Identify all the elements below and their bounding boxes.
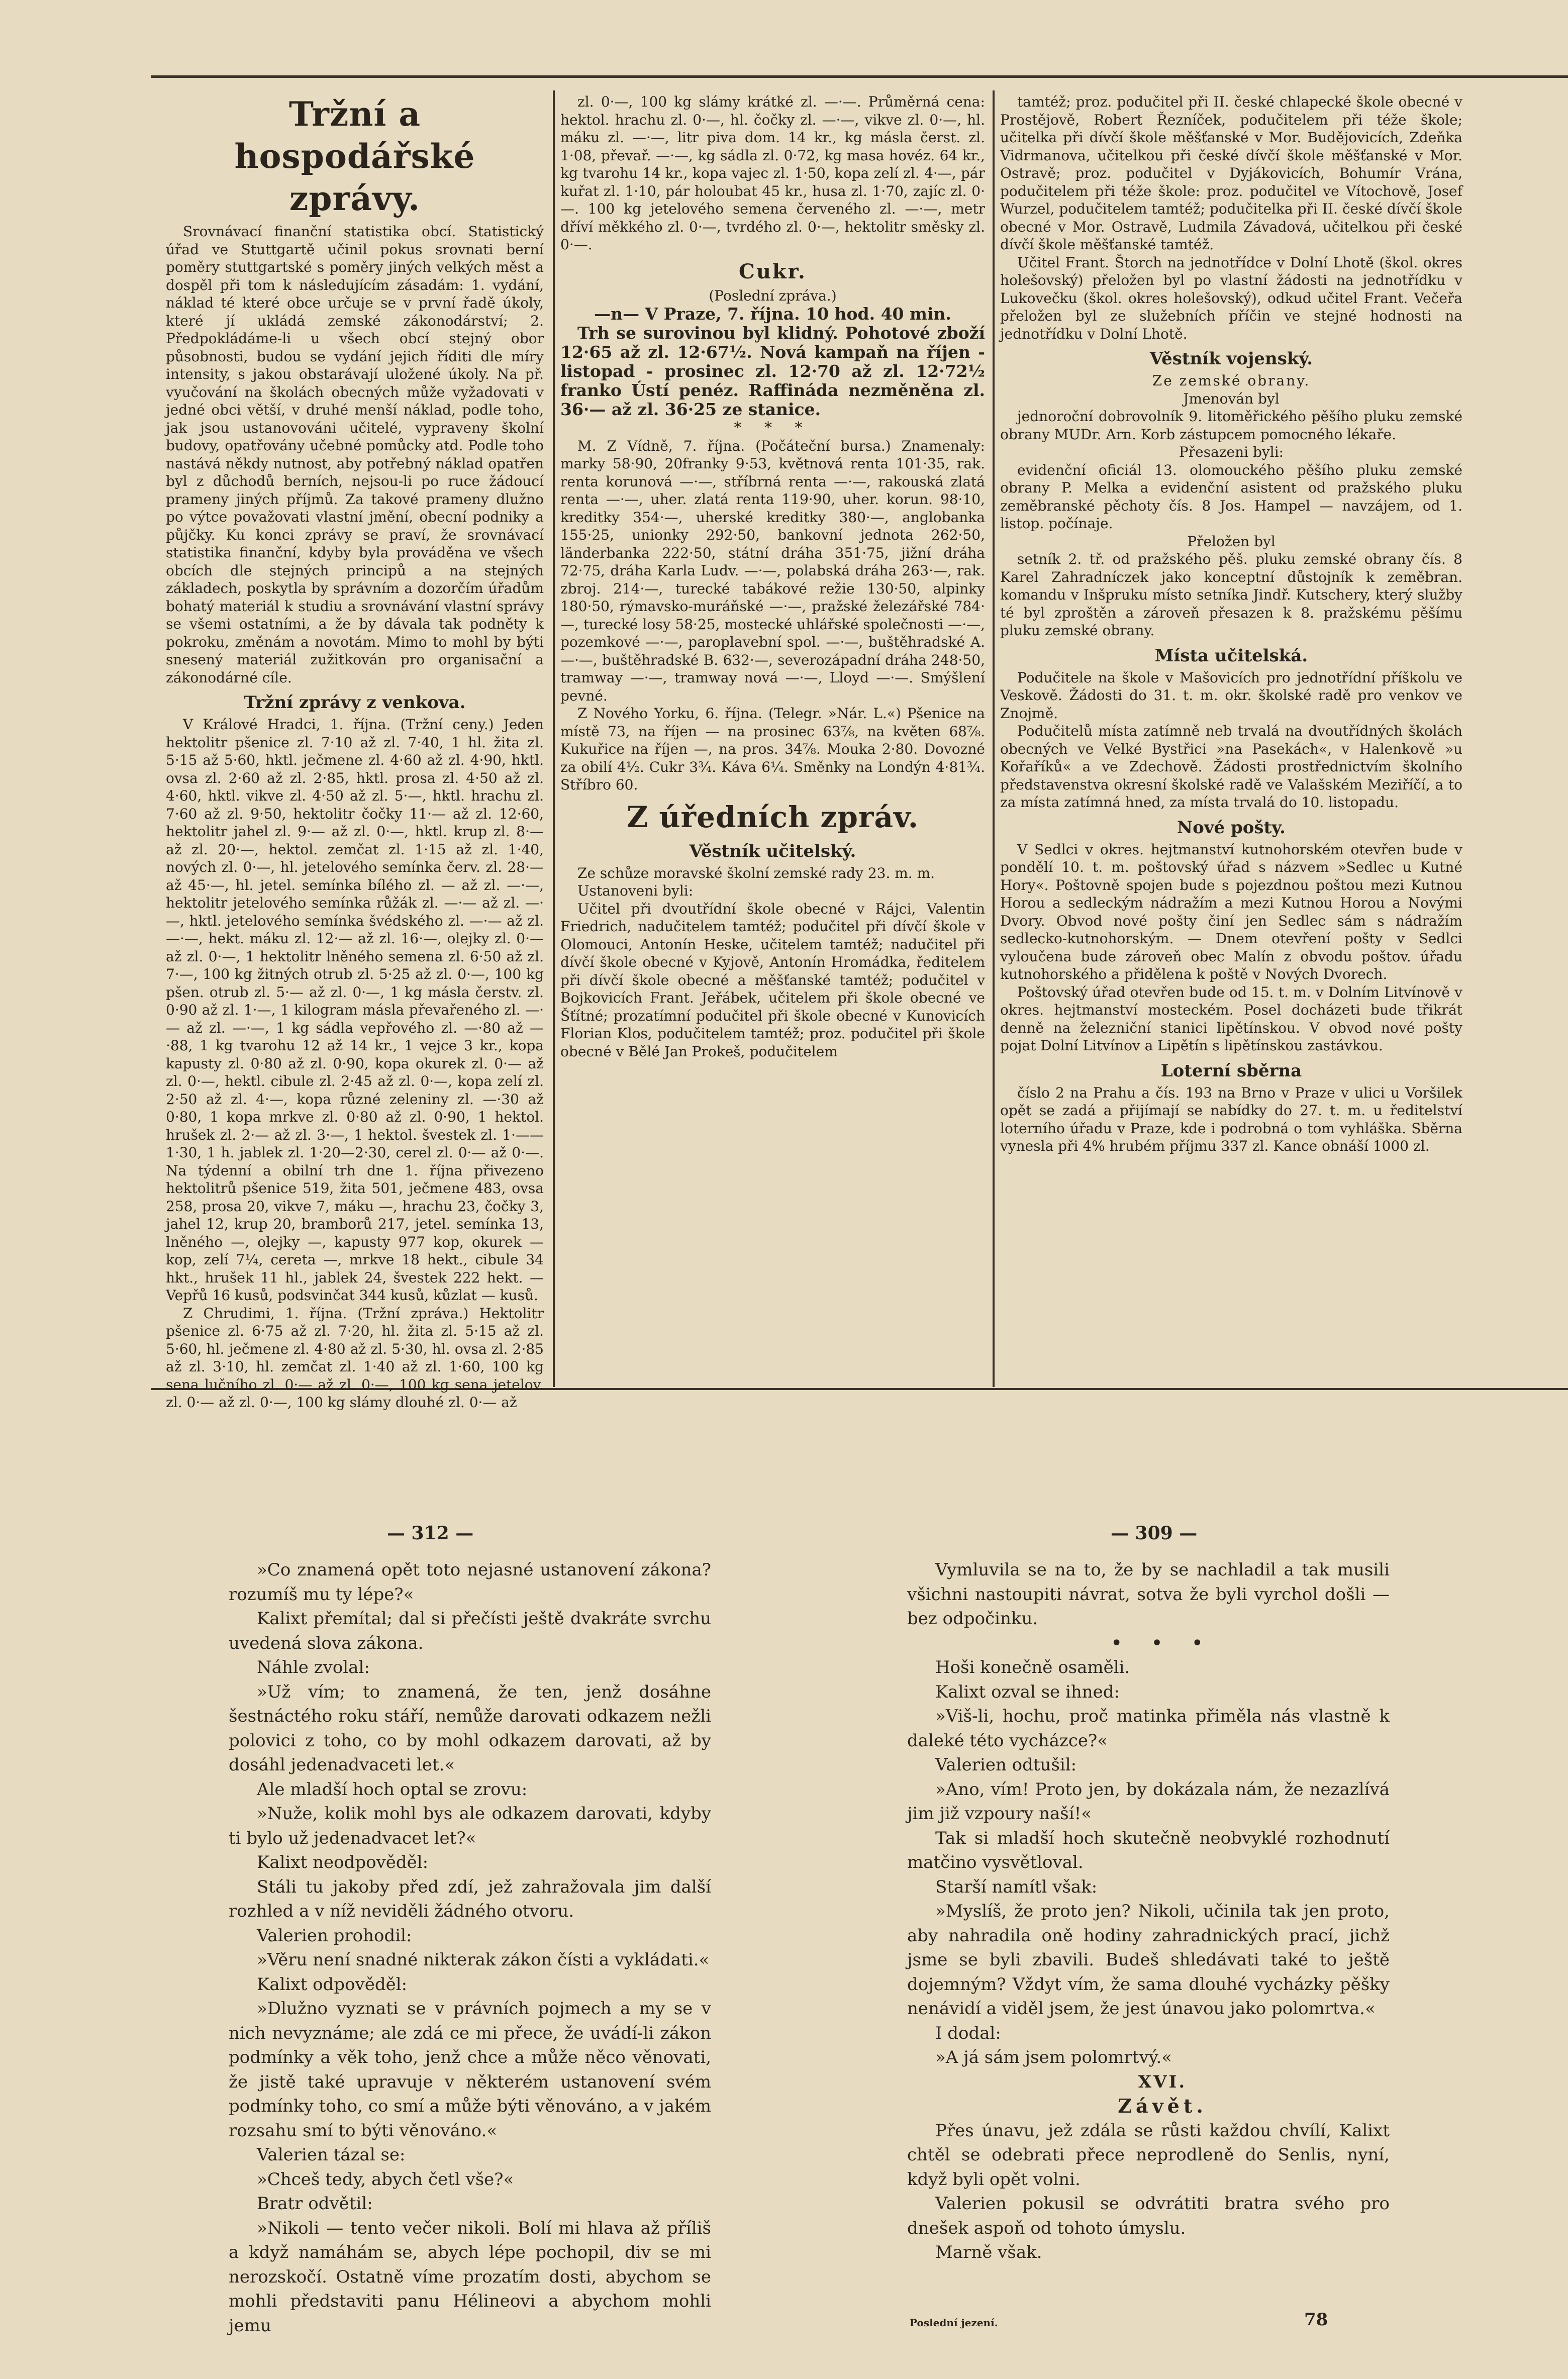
novel-paragraph: »A já sám jsem polomrtvý.« — [935, 2047, 1172, 2067]
section-heading: Tržní zprávy z venkova. — [244, 692, 466, 713]
novel-paragraph: Ale mladší hoch optal se zrovu: — [257, 1779, 528, 1800]
novel-paragraph: Valerien tázal se: — [257, 2145, 406, 2165]
novel-paragraph: »Co znamená opět toto nejasné ustanovení zákona? rozumíš mu ty lépe?« — [229, 1560, 711, 1605]
article-paragraph: evidenční oficiál 13. olomouckého pěšího pluku zemské obrany P. Melka a evidenční asistent od pražského pluku zeměbranské pěchoty čís. 8 Jos. Hampel — navzájem, od 1. listop. počínaje. — [1000, 461, 1462, 532]
chapter-number: XVI. — [1138, 2071, 1187, 2092]
novel-paragraph: I dodal: — [935, 2023, 1001, 2043]
novel-paragraph: Bratr odvětil: — [257, 2194, 373, 2214]
novel-paragraph: Přes únavu, jež zdála se růsti každou chvílí, Kalixt chtěl se odebrati přece neprodleně do Senlis, nyní, když byli opět volni. — [907, 2120, 1390, 2190]
article-paragraph: jednoroční dobrovolník 9. litoměřického pěšího pluku zemské obrany MUDr. Arn. Korb zástupcem pomocného lékaře. — [1000, 408, 1462, 443]
novel-paragraph: »Věru není snadné nikterak zákon čísti a vykládati.« — [257, 1950, 710, 1970]
article-paragraph: V Sedlci v okres. hejtmanství kutnohorském otevřen bude v pondělí 10. t. m. poštovský úřad s názvem »Sedlec u Kutné Hory«. Poštovně spojen bude s pojezdnou poštou mezi Kutnou Horou a sedleckým nádražím a mezi Kutnou Horou a Novými Dvory. Obvod nové pošty činí jen Sedlec sám s nádražím sedlecko-kutnohorským. — Dnem otevření pošty v Sedlci vyloučena bude zároveň obec Malín z obvodu poštov. úřadu kutnohorského a přidělena k poště v Nových Dvorech. — [1000, 841, 1462, 982]
article-paragraph: Podučitelů místa zatímně neb trvalá na dvoutřídných školách obecných ve Velké Bystřici »na Pasekách«, v Halenkově »u Kořaříků« a ve Zdechově. Žádosti prostřednictvím školního představenstva okresní školské radě ve Valašském Meziříčí, a to za místa zatímná hned, za místa trvalá do 10. listopadu. — [1000, 723, 1462, 811]
section-heading: Věstník vojenský. — [1149, 349, 1313, 369]
column-divider-1 — [553, 90, 555, 1387]
article-paragraph: setník 2. tř. od pražského pěš. pluku zemské obrany čís. 8 Karel Zahradníczek jako konceptní důstojník k zeměbran. komandu v Inšpruku místo setníka Jindř. Kutschery, který služby té byl zproštěn a zároveň přesazen k 8. pražskému pěšímu pluku zemské obrany. — [1000, 551, 1462, 639]
novel-paragraph: »Chceš tedy, abych četl vše?« — [257, 2169, 514, 2190]
bourse-report: M. Z Vídně, 7. října. (Počáteční bursa.) Znamenaly: marky 58·90, 20franky 9·53, květnová renta 101·35, rak. renta korunová —·—, stříbrná renta —·—, rakouská zlatá renta —·—, uher. zlatá renta 119·90, uher. korun. 98·10, kreditky 354·—, uherské kreditky 380·—, anglobanka 155·25, unionky 292·50, bankovní jednota 262·50, länderbanka 222·50, státní dráha 351·75, jižní dráha 72·75, dráha Karla Ludv. —·—, polabská dráha 263·—, rak. zbroj. 214·—, turecké tabákové režie 130·50, alpinky 180·50, rýmavsko-muráňské —·—, pražské železářské 784·—, turecké losy 58·25, mostecké uhlářské společnosti —·—, pozemkové —·—, paroplavební spol. —·—, buštěhradské A. —·—, buštěhradské B. 632·—, severozápadní dráha 248·50, tramway —·—, tramway nová —·—, Lloyd —·—. Smýšlení pevné. — [560, 437, 985, 704]
novel-paragraph: Marně však. — [935, 2242, 1042, 2262]
article-paragraph: Ustanoveni byli: — [577, 882, 694, 899]
novel-paragraph: Stáli tu jakoby před zdí, jež zahražovala jim další rozhled a v níž neviděli žádného otvoru. — [229, 1876, 711, 1921]
news-column-2 — [560, 93, 985, 1387]
novel-paragraph: »Už vím; to znamená, že ten, jenž dosáhne šestnáctého roku stáří, nemůže darovati odkazem nežli polovici z toho, co by mohl odkazem darovati, až by dosáhl jedenadvaceti let.« — [229, 1681, 711, 1775]
novel-paragraph: »Nuže, kolik mohl bys ale odkazem darovati, kdyby ti bylo už jedenadvacet let?« — [229, 1804, 711, 1848]
novel-paragraph: Valerien pokusil se odvrátiti bratra svého pro dnešek aspoň od tohoto úmyslu. — [907, 2194, 1390, 2238]
novel-paragraph: Valerien prohodil: — [257, 1925, 412, 1946]
news-column-3 — [1000, 93, 1462, 1387]
chapter-title: Závět. — [1118, 2095, 1207, 2117]
novel-paragraph: »Dlužno vyznati se v právních pojmech a my se v nich nevyznáme; ale zdá ce mi přece, že uvádí-li zákon podmínky a věk toho, jenž chce a může něco věnovati, že jistě také upravuje v některém ustanovení svém podmínky toho, co smí a může býti věnováno, a v jakém rozsahu smí to býti věnováno.« — [229, 1999, 711, 2141]
top-rule — [151, 75, 1568, 78]
novel-paragraph: »Myslíš, že proto jen? Nikoli, učinila tak jen proto, aby nahradila oně hodiny zahradnických prací, jichž jsme se byli zbavili. Budeš shledávati také to ještě dojemným? Vždyt vím, že sama dlouhé vycházky pěšky nenávidí a viděl jsem, že jest únavou jako polomrtva.« — [907, 1901, 1390, 2019]
separator-stars: * * * — [734, 419, 812, 437]
article-paragraph: Podučitele na škole v Mašovicích pro jednotřídní příškolu ve Veskově. Žádosti do 31. t. m. okr. školské radě pro venkov ve Znojmě. — [1000, 669, 1462, 722]
article-paragraph: Srovnávací finanční statistika obcí. Statistický úřad ve Stuttgartě učinil pokus srovnati berní poměry stuttgartské s poměry jiných velkých měst a dospěl při tom k následujícím zásadám: 1. vydání, náklad té které obce určuje se v první řadě úkoly, které jí ukládá zemské zákonodárství; 2. Předpokládáme-li u všech obcí stejný obor působnosti, budou se vydání jejich říditi dle míry intensity, s jakou obstarávají uložené úkoly. Na př. vyučování na školách obecných může vyžadovati v jedné obci větší, v druhé menší náklad, podle toho, jak jsou ustanovováni učitelé, vypraveny školní budovy, opatřovány učebné pomůcky atd. Podle toho nastává někdy nutnost, aby potřebný náklad opatřen byl z důchodů berních, nejsou-li po ruce žádoucí prameny jiných příjmů. Za takové prameny dlužno po výtce považovati vlastní jmění, obecní podniky a půjčky. Ku konci zprávy se praví, že srovnávací statistika finanční, kdyby byla prováděna ve všech obcích dle stejných principů a na stejných základech, poskytla by správním a dozorčím úřadům bohatý materiál k studiu a srovnávání vlastní správy se všemi ostatními, a že by dávala tak podněty k pokroku, změnám a novotám. Mimo to mohl by býti snesený materiál zužitkován pro organisační a zákonodárné cíle. — [166, 223, 544, 686]
section-heading: Cukr. — [739, 259, 807, 283]
article-paragraph: Přesazeni byli: — [1179, 444, 1284, 460]
article-paragraph: Přeložen byl — [1187, 533, 1276, 550]
subheading: Ze zemské obrany. — [1152, 372, 1311, 389]
novel-paragraph: »Viš-li, hochu, proč matinka přiměla nás vlastně k daleké této vycházce?« — [907, 1706, 1390, 1751]
article-paragraph: tamtéž; proz. podučitel při II. české chlapecké škole obecné v Prostějově, Robert Řezníček, podučitelem při téže škole; učitelka při dívčí škole měšťanské v Mor. Budějovicích, Zdeňka Vidrmanova, učitelkou při české dívčí škole měšťanské v Mor. Ostravě; proz. podučitel v Dyjákovicích, Bohumír Vrána, podučitelem při téže škole: proz. podučitel ve Vítochově, Josef Wurzel, podučitelem tamtéž; podučitelka při II. české dívčí škole obecné v Mor. Ostravě, Ludmila Závadová, učitelkou při české dívčí škole měšťanské tamtéž. — [1000, 93, 1462, 253]
novel-paragraph: Kalixt přemítal; dal si přečísti ještě dvakráte svrchu uvedená slova zákona. — [229, 1609, 711, 1653]
section-title: Tržní a hospodářské zprávy. — [234, 94, 475, 218]
dateline: —n— V Praze, 7. října. 10 hod. 40 min. — [594, 304, 951, 324]
section-title: Z úředních zpráv. — [626, 800, 919, 834]
novel-paragraph: Vymluvila se na to, že by se nachladil a tak musili všichni nastoupiti návrat, sotva že byli vyrchol došli — bez odpočinku. — [907, 1560, 1390, 1629]
page-number-left: — 312 — — [387, 1523, 474, 1544]
news-column-1 — [166, 93, 544, 1411]
column-divider-2 — [993, 90, 995, 1387]
section-heading: Místa učitelská. — [1154, 645, 1308, 666]
article-paragraph: Učitel Frant. Štorch na jednotřídce v Dolní Lhotě (škol. okres holešovský) přeložen byl po vlastní žádosti na jednotřídku v Lukovečku (škol. okres holešovský), odkud učitel Frant. Večeřa přeložen byl ze služebních příčin ve stejné hodnosti na jednotřídku v Dolní Lhotě. — [1000, 254, 1462, 342]
novel-paragraph: Kalixt ozval se ihned: — [935, 1681, 1120, 1702]
novel-paragraph: »Ano, vím! Proto jen, by dokázala nám, že nezazlívá jim již vzpoury naší!« — [907, 1779, 1390, 1824]
market-report: zl. 0·—, 100 kg slámy krátké zl. —·—. Průměrná cena: hektol. hrachu zl. 0·—, hl. čočky zl. —·—, vikve zl. 0·—, hl. máku zl. —·—, litr piva dom. 14 kr., kg másla čerst. zl. 1·08, převař. —·—, kg sádla zl. 0·72, kg masa hovéz. 64 kr., kg tvarohu 14 kr., kopa vajec zl. 1·50, kopa zelí zl. 4·—, pár kuřat zl. 1·10, pár holoubat 45 kr., husa zl. 1·70, zajíc zl. 0·—. 100 kg jetelového semena červeného zl. —·—, metr dříví měkkého zl. 0·—, tvrdého zl. 0·—, hektolitr směsky zl. 0·—. — [560, 93, 985, 253]
sugar-report: Trh se surovinou byl klidný. Pohotové zboží 12·65 až zl. 12·67½. Nová kampaň na říjen - listopad - prosinec zl. 12·70 až zl. 12·72½ franko Ústí penéz. Raffináda nezměněna zl. 36·— až zl. 36·25 ze stanice. — [560, 323, 985, 419]
article-paragraph: číslo 2 na Prahu a čís. 193 na Brno v Praze v ulici u Voršilek opět se zadá a přijímají se nabídky do 27. t. m. u ředitelství loterního úřadu v Praze, kde i podrobná o tom vyhláška. Sběrna vynesla při 4% hrubém příjmu 337 zl. Kance obnáší 1000 zl. — [1000, 1084, 1462, 1154]
novel-paragraph: Valerien odtušil: — [935, 1755, 1077, 1775]
separator-dots: • • • — [1110, 1631, 1215, 1655]
section-heading: Věstník učitelský. — [689, 841, 856, 861]
section-heading: Nové pošty. — [1177, 817, 1286, 838]
newyork-report: Z Nového Yorku, 6. října. (Telegr. »Nár. L.«) Pšenice na místě 73, na říjen — na prosinec 63⅞, na květen 68⅞. Kukuřice na říjen —, na pros. 34⅞. Mouka 2·80. Dovozné za obilí 4½. Cukr 3¾. Káva 6¼. Směnky na Londýn 4·81¾. Stříbro 60. — [560, 705, 985, 793]
article-paragraph: Jmenován byl — [1183, 390, 1280, 407]
article-paragraph: Ze schůze moravské školní zemské rady 23. m. m. — [577, 864, 935, 881]
novel-paragraph: Kalixt odpověděl: — [257, 1974, 408, 1995]
page-number-right: — 309 — — [1111, 1523, 1198, 1544]
novel-paragraph: Hoši konečně osaměli. — [935, 1657, 1130, 1677]
article-paragraph: Poštovský úřad otevřen bude od 15. t. m. v Dolním Litvínově v okres. hejtmanství mosteckém. Posel docházeti bude třikrát denně na železniční stanici lipětínskou. V obvod nové pošty pojat Dolní Litvínov a Lipětín s lipětínskou zastávkou. — [1000, 983, 1462, 1054]
novel-paragraph: »Nikoli — tento večer nikoli. Bolí mi hlava až příliš a když namáhám se, abych lépe pochopil, div se mi nerozskočí. Ostatně víme prozatím dosti, abychom se mohli představiti panu Hélineovi a abychom mohli jemu — [229, 2218, 711, 2336]
footer-signature: Poslední jezení. — [910, 2317, 998, 2329]
footer-page-number: 78 — [1304, 2310, 1328, 2330]
novel-paragraph: Kalixt neodpověděl: — [257, 1852, 429, 1872]
market-report: Z Chrudimi, 1. října. (Tržní zpráva.) Hektolitr pšenice zl. 6·75 až zl. 7·20, hl. žita zl. 5·15 až zl. 5·60, hl. ječmene zl. 4·80 až zl. 5·30, hl. ovsa zl. 2·85 až zl. 3·10, hl. zemčat zl. 1·40 až zl. 1·60, 100 kg sena lučního zl. 0·— až zl. 0·—, 100 kg sena jetelov. zl. 0·— až zl. 0·—, 100 kg slámy dlouhé zl. 0·— až — [166, 1305, 544, 1411]
novel-page-right — [907, 1558, 1390, 2302]
section-heading: Loterní sběrna — [1160, 1060, 1302, 1081]
novel-paragraph: Náhle zvolal: — [257, 1657, 370, 1677]
novel-page-left — [229, 1558, 711, 2357]
novel-paragraph: Starší namítl však: — [935, 1876, 1098, 1897]
article-paragraph: Učitel při dvoutřídní škole obecné v Rájci, Valentin Friedrich, nadučitelem tamtéž; podučitel při dívčí škole v Olomouci, Antonín Heske, učitelem tamtéž; nadučitel při dívčí škole obecné v Kyjově, Antonín Hromádka, ředitelem při dívčí škole obecné a měšťanské tamtéž; podučitel v Bojkovicích Frant. Jeřábek, učitelem při škole obecné ve Šťítné; prozatímní podučitel při škole obecné v Kunovicích Florian Klos, podučitelem tamtéž; proz. podučitel při škole obecné v Bělé Jan Prokeš, podučitelem — [560, 900, 985, 1060]
novel-paragraph: Tak si mladší hoch skutečně neobvyklé rozhodnutí matčino vysvětloval. — [907, 1828, 1390, 1872]
subheading: (Poslední zpráva.) — [709, 287, 837, 304]
market-report: V Králové Hradci, 1. října. (Tržní ceny.) Jeden hektolitr pšenice zl. 7·10 až zl. 7·40, 1 hl. žita zl. 5·15 až 5·60, hktl. ječmene zl. 4·60 až zl. 4·90, hktl. ovsa zl. 2·60 až zl. 2·85, hktl. prosa zl. 4·50 až zl. 4·60, hktl. vikve zl. 4·50 až zl. 5·—, hktl. hrachu zl. 7·60 až zl. 9·50, hektolitr čočky 11·— až zl. 12·60, hektolitr jahel zl. 9·— až zl. 0·—, hktl. krup zl. 8·— až zl. 20·—, hektol. zemčat zl. 1·15 až zl. 1·40, nových zl. 0·—, hl. jetelového semínka červ. zl. 28·— až 45·—, hl. jetel. semínka bílého zl. — až zl. —·—, hektolitr jetelového semínka růžák zl. —·— až zl. —·—, hktl. jetelového semínka švédského zl. —·— až zl. —·—, hekt. máku zl. 12·— až zl. 16·—, olejky zl. 0·— až zl. 0·—, 1 hektolitr lněného semena zl. 6·50 až zl. 7·—, 100 kg žitných otrub zl. 5·25 až zl. 0·—, 100 kg pšen. otrub zl. 5·— až zl. 0·—, 1 kg másla čerstv. zl. 0·90 až zl. 1·—, 1 kilogram másla převařeného zl. —·— až zl. —·—, 1 kg sádla vepřového zl. —·80 až —·88, 1 kg tvarohu 12 až 14 kr., 1 vejce 3 kr., kopa kapusty zl. 0·80 až zl. 0·90, kopa okurek zl. 0·— až zl. 0·—, hektl. cibule zl. 2·45 až zl. 0·—, kopa zelí zl. 2·50 až zl. 4·—, kopa různé zeleniny zl. —·30 až 0·80, 1 kopa mrkve zl. 0·80 až zl. 0·90, 1 hektol. hrušek zl. 2·— až zl. 3·—, 1 hektol. švestek zl. 1·——1·30, 1 h. jablek zl. 1·20—2·30, cerel zl. 0·— až 0·—. Na týdenní a obilní trh dne 1. října přivezeno hektolitrů pšenice 519, žita 501, ječmene 483, ovsa 258, prosa 20, vikve 7, máku —, hrachu 23, čočky 3, jahel 12, krup 20, bramborů 217, jetel. semínka 13, lněného —, olejky —, kapusty 977 kop, okurek — kop, zelí 7¼, cereta —, mrkve 18 hekt., cibule 34 hkt., hrušek 11 hl., jablek 24, švestek 222 hekt. — Vepřů 16 kusů, podsvinčat 344 kusů, kůzlat — kusů. — [166, 716, 544, 1304]
